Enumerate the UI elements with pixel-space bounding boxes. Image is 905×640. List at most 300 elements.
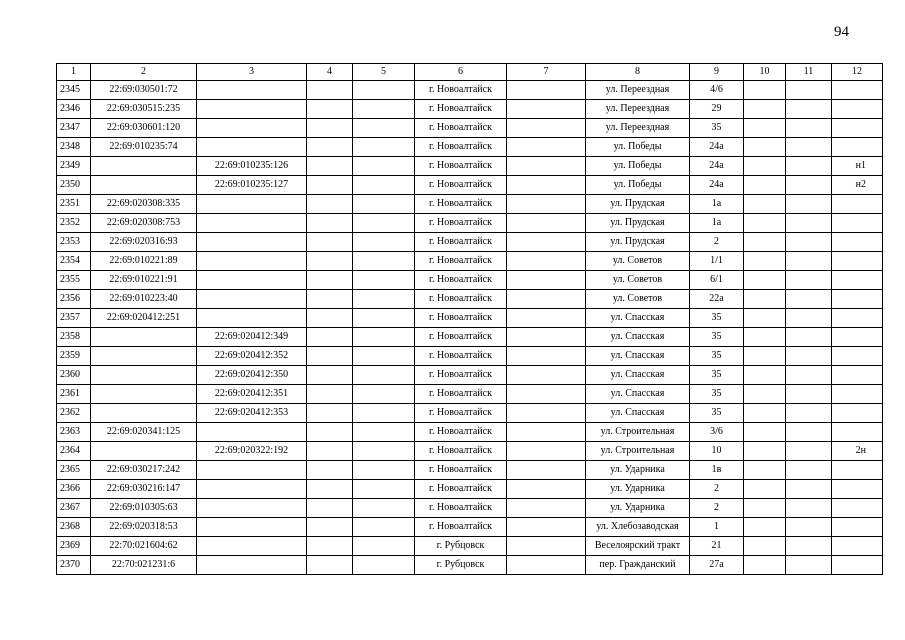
table-cell-col-8: ул. Ударника [586,499,690,518]
table-cell-col-11 [786,518,832,537]
table-cell-col-2: 22:69:020318:53 [91,518,197,537]
table-cell-col-9: 4/6 [690,81,744,100]
table-row [57,423,883,442]
table-cell-col-2 [91,176,197,195]
table-cell-col-8: ул. Хлебозаводская [586,518,690,537]
table-cell-col-10 [744,366,786,385]
table-row [57,461,883,480]
table-cell-col-9: 2 [690,233,744,252]
table-cell-col-12 [832,271,883,290]
table-cell-col-3 [197,499,307,518]
table-cell-col-2 [91,328,197,347]
table-cell-col-4 [307,480,353,499]
table-cell-col-3: 22:69:020412:349 [197,328,307,347]
table-cell-col-8: ул. Победы [586,176,690,195]
table-row [57,138,883,157]
table-cell-col-8: ул. Спасская [586,385,690,404]
table-cell-col-5 [353,119,415,138]
table-cell-col-8: ул. Прудская [586,214,690,233]
table-cell-col-3 [197,214,307,233]
table-cell-col-3 [197,556,307,575]
table-cell-col-12 [832,290,883,309]
table-cell-col-3 [197,271,307,290]
table-cell-col-1: 2361 [57,385,91,404]
table-cell-col-10 [744,442,786,461]
table-cell-col-1: 2366 [57,480,91,499]
table-cell-col-9: 1 [690,518,744,537]
table-cell-col-6: г. Рубцовск [415,556,507,575]
column-header-8: 8 [586,64,690,81]
table-cell-col-9: 6/1 [690,271,744,290]
table-cell-col-8: Веселоярский тракт [586,537,690,556]
table-cell-col-1: 2350 [57,176,91,195]
table-cell-col-7 [507,100,586,119]
table-cell-col-9: 10 [690,442,744,461]
table-cell-col-6: г. Новоалтайск [415,290,507,309]
table-cell-col-10 [744,176,786,195]
table-cell-col-4 [307,290,353,309]
column-header-5: 5 [353,64,415,81]
table-cell-col-10 [744,556,786,575]
table-cell-col-5 [353,138,415,157]
table-cell-col-7 [507,556,586,575]
table-cell-col-8: ул. Советов [586,290,690,309]
table-cell-col-4 [307,385,353,404]
table-cell-col-2 [91,157,197,176]
table-cell-col-5 [353,195,415,214]
table-cell-col-12: 2н [832,442,883,461]
table-cell-col-6: г. Новоалтайск [415,499,507,518]
table-cell-col-11 [786,271,832,290]
table-cell-col-12 [832,461,883,480]
table-cell-col-9: 24а [690,138,744,157]
table-cell-col-4 [307,271,353,290]
table-cell-col-10 [744,423,786,442]
table-cell-col-11 [786,233,832,252]
table-cell-col-5 [353,176,415,195]
table-cell-col-11 [786,195,832,214]
table-row [57,499,883,518]
table-cell-col-11 [786,290,832,309]
table-cell-col-11 [786,157,832,176]
table-cell-col-12 [832,518,883,537]
table-cell-col-7 [507,271,586,290]
table-cell-col-8: ул. Строительная [586,423,690,442]
table-cell-col-7 [507,328,586,347]
table-cell-col-8: ул. Спасская [586,328,690,347]
table-cell-col-10 [744,461,786,480]
table-cell-col-3: 22:69:020412:350 [197,366,307,385]
column-header-9: 9 [690,64,744,81]
table-cell-col-5 [353,366,415,385]
table-cell-col-12 [832,81,883,100]
table-cell-col-9: 2 [690,499,744,518]
table-cell-col-4 [307,537,353,556]
table-cell-col-3 [197,252,307,271]
table-cell-col-4 [307,556,353,575]
table-cell-col-5 [353,309,415,328]
table-cell-col-5 [353,537,415,556]
table-cell-col-9: 1а [690,195,744,214]
table-cell-col-12: н2 [832,176,883,195]
table-row [57,271,883,290]
table-cell-col-3 [197,100,307,119]
table-cell-col-5 [353,157,415,176]
table-cell-col-1: 2363 [57,423,91,442]
table-cell-col-9: 21 [690,537,744,556]
table-cell-col-12 [832,309,883,328]
table-cell-col-12 [832,328,883,347]
table-cell-col-10 [744,499,786,518]
table-cell-col-10 [744,404,786,423]
table-cell-col-2: 22:70:021604:62 [91,537,197,556]
table-cell-col-5 [353,480,415,499]
table-cell-col-1: 2360 [57,366,91,385]
column-header-4: 4 [307,64,353,81]
table-cell-col-10 [744,271,786,290]
column-header-7: 7 [507,64,586,81]
table-cell-col-4 [307,195,353,214]
table-cell-col-3: 22:69:020412:352 [197,347,307,366]
table-cell-col-4 [307,176,353,195]
table-cell-col-1: 2351 [57,195,91,214]
table-row [57,195,883,214]
table-cell-col-4 [307,81,353,100]
table-cell-col-7 [507,461,586,480]
table-row [57,252,883,271]
table-cell-col-5 [353,100,415,119]
table-cell-col-10 [744,347,786,366]
table-cell-col-6: г. Новоалтайск [415,366,507,385]
table-cell-col-1: 2358 [57,328,91,347]
table-row [57,328,883,347]
table-cell-col-11 [786,480,832,499]
table-cell-col-12 [832,214,883,233]
table-cell-col-6: г. Новоалтайск [415,233,507,252]
table-cell-col-2: 22:69:020316:93 [91,233,197,252]
table-cell-col-3 [197,461,307,480]
table-cell-col-4 [307,366,353,385]
table-cell-col-2 [91,347,197,366]
table-cell-col-1: 2362 [57,404,91,423]
column-header-2: 2 [91,64,197,81]
table-row [57,233,883,252]
table-cell-col-3 [197,480,307,499]
table-cell-col-10 [744,138,786,157]
table-cell-col-8: ул. Прудская [586,233,690,252]
table-cell-col-10 [744,328,786,347]
table-cell-col-1: 2354 [57,252,91,271]
table-cell-col-6: г. Новоалтайск [415,461,507,480]
table-cell-col-2: 22:70:021231:6 [91,556,197,575]
table-cell-col-6: г. Новоалтайск [415,138,507,157]
table-cell-col-6: г. Новоалтайск [415,214,507,233]
table-cell-col-5 [353,461,415,480]
column-header-10: 10 [744,64,786,81]
table-cell-col-12 [832,423,883,442]
table-cell-col-9: 1а [690,214,744,233]
table-cell-col-8: ул. Спасская [586,366,690,385]
table-cell-col-10 [744,119,786,138]
table-cell-col-7 [507,290,586,309]
table-cell-col-4 [307,442,353,461]
table-cell-col-11 [786,119,832,138]
table-cell-col-9: 1/1 [690,252,744,271]
table-row [57,119,883,138]
table-cell-col-10 [744,157,786,176]
table-cell-col-2: 22:69:030217:242 [91,461,197,480]
table-cell-col-9: 35 [690,404,744,423]
table-cell-col-6: г. Новоалтайск [415,100,507,119]
table-cell-col-5 [353,328,415,347]
table-cell-col-6: г. Рубцовск [415,537,507,556]
table-cell-col-8: ул. Переездная [586,119,690,138]
table-cell-col-6: г. Новоалтайск [415,309,507,328]
table-cell-col-11 [786,537,832,556]
table-cell-col-12 [832,252,883,271]
table-cell-col-8: ул. Спасская [586,347,690,366]
table-cell-col-7 [507,214,586,233]
table-row [57,556,883,575]
table-cell-col-7 [507,138,586,157]
table-cell-col-9: 2 [690,480,744,499]
table-cell-col-6: г. Новоалтайск [415,442,507,461]
table-cell-col-12 [832,347,883,366]
table-cell-col-8: ул. Победы [586,157,690,176]
table-cell-col-10 [744,518,786,537]
table-cell-col-1: 2367 [57,499,91,518]
table-row [57,309,883,328]
table-cell-col-4 [307,328,353,347]
table-row [57,157,883,176]
table-cell-col-4 [307,404,353,423]
table-row [57,518,883,537]
table-cell-col-2 [91,442,197,461]
table-cell-col-5 [353,556,415,575]
table-cell-col-12 [832,119,883,138]
table-cell-col-12 [832,385,883,404]
table-cell-col-12 [832,537,883,556]
table-row [57,347,883,366]
table-cell-col-2 [91,385,197,404]
table-cell-col-7 [507,404,586,423]
table-cell-col-8: ул. Ударника [586,480,690,499]
table-cell-col-6: г. Новоалтайск [415,385,507,404]
table-cell-col-5 [353,404,415,423]
table-cell-col-2: 22:69:020308:335 [91,195,197,214]
table-cell-col-9: 35 [690,385,744,404]
table-cell-col-3 [197,119,307,138]
table-cell-col-1: 2349 [57,157,91,176]
table-cell-col-9: 3/6 [690,423,744,442]
table-cell-col-6: г. Новоалтайск [415,480,507,499]
table-cell-col-2: 22:69:010221:89 [91,252,197,271]
table-cell-col-8: ул. Ударника [586,461,690,480]
table-cell-col-5 [353,347,415,366]
table-cell-col-11 [786,100,832,119]
table-cell-col-2: 22:69:020308:753 [91,214,197,233]
table-cell-col-5 [353,499,415,518]
table-cell-col-7 [507,81,586,100]
table-row [57,290,883,309]
table-cell-col-1: 2356 [57,290,91,309]
table-cell-col-7 [507,423,586,442]
table-cell-col-8: ул. Строительная [586,442,690,461]
table-cell-col-2: 22:69:010221:91 [91,271,197,290]
table-cell-col-11 [786,81,832,100]
table-cell-col-7 [507,499,586,518]
table-cell-col-9: 24а [690,176,744,195]
table-cell-col-7 [507,518,586,537]
table-cell-col-3 [197,537,307,556]
table-cell-col-11 [786,385,832,404]
table-cell-col-7 [507,119,586,138]
table-cell-col-12 [832,480,883,499]
table-row [57,404,883,423]
table-cell-col-1: 2368 [57,518,91,537]
table-cell-col-3: 22:69:010235:126 [197,157,307,176]
table-cell-col-4 [307,100,353,119]
table-cell-col-3 [197,233,307,252]
table-cell-col-9: 22а [690,290,744,309]
table-cell-col-10 [744,385,786,404]
table-cell-col-9: 29 [690,100,744,119]
table-cell-col-6: г. Новоалтайск [415,328,507,347]
table-cell-col-6: г. Новоалтайск [415,81,507,100]
table-cell-col-5 [353,385,415,404]
table-cell-col-10 [744,537,786,556]
table-cell-col-6: г. Новоалтайск [415,423,507,442]
table-cell-col-4 [307,499,353,518]
table-cell-col-11 [786,499,832,518]
table-cell-col-2 [91,366,197,385]
table-cell-col-9: 35 [690,347,744,366]
table-cell-col-8: ул. Переездная [586,81,690,100]
table-cell-col-11 [786,442,832,461]
table-cell-col-7 [507,195,586,214]
table-cell-col-7 [507,366,586,385]
table-cell-col-11 [786,347,832,366]
table-cell-col-7 [507,176,586,195]
table-cell-col-3 [197,518,307,537]
table-cell-col-5 [353,214,415,233]
table-cell-col-11 [786,461,832,480]
table-cell-col-12 [832,233,883,252]
table-cell-col-2: 22:69:030216:147 [91,480,197,499]
table-cell-col-10 [744,252,786,271]
table-cell-col-1: 2346 [57,100,91,119]
table-cell-col-12: н1 [832,157,883,176]
table-cell-col-3 [197,290,307,309]
table-cell-col-11 [786,328,832,347]
table-cell-col-3 [197,195,307,214]
table-cell-col-7 [507,252,586,271]
table-cell-col-3 [197,309,307,328]
table-cell-col-2 [91,404,197,423]
table-cell-col-4 [307,461,353,480]
table-cell-col-3 [197,423,307,442]
table-cell-col-10 [744,290,786,309]
table-cell-col-1: 2352 [57,214,91,233]
table-cell-col-4 [307,518,353,537]
table-cell-col-5 [353,518,415,537]
table-cell-col-1: 2369 [57,537,91,556]
table-cell-col-3 [197,138,307,157]
table-cell-col-11 [786,309,832,328]
column-header-11: 11 [786,64,832,81]
table-cell-col-7 [507,480,586,499]
table-cell-col-7 [507,347,586,366]
table-cell-col-2: 22:69:020341:125 [91,423,197,442]
table-cell-col-7 [507,233,586,252]
table-cell-col-4 [307,347,353,366]
table-cell-col-5 [353,442,415,461]
column-header-6: 6 [415,64,507,81]
table-cell-col-5 [353,81,415,100]
table-cell-col-4 [307,233,353,252]
table-cell-col-2: 22:69:030515:235 [91,100,197,119]
table-cell-col-1: 2347 [57,119,91,138]
column-header-3: 3 [197,64,307,81]
column-header-12: 12 [832,64,883,81]
table-row [57,385,883,404]
table-cell-col-1: 2370 [57,556,91,575]
table-cell-col-10 [744,81,786,100]
table-cell-col-7 [507,442,586,461]
table-cell-col-9: 35 [690,328,744,347]
table-cell-col-6: г. Новоалтайск [415,119,507,138]
table-cell-col-10 [744,309,786,328]
table-cell-col-10 [744,480,786,499]
table-cell-col-12 [832,138,883,157]
table-row [57,537,883,556]
table-row [57,100,883,119]
table-cell-col-9: 35 [690,366,744,385]
table-cell-col-12 [832,195,883,214]
table-cell-col-3: 22:69:020322:192 [197,442,307,461]
table-cell-col-2: 22:69:010223:40 [91,290,197,309]
table-cell-col-6: г. Новоалтайск [415,404,507,423]
table-cell-col-10 [744,214,786,233]
table-cell-col-11 [786,176,832,195]
table-header [57,64,883,81]
table-cell-col-1: 2359 [57,347,91,366]
table-cell-col-7 [507,537,586,556]
table-cell-col-12 [832,556,883,575]
table-cell-col-5 [353,252,415,271]
table-cell-col-2: 22:69:010305:63 [91,499,197,518]
table-cell-col-9: 35 [690,309,744,328]
table-cell-col-10 [744,100,786,119]
table-cell-col-8: ул. Спасская [586,404,690,423]
table-cell-col-5 [353,271,415,290]
table-cell-col-11 [786,556,832,575]
table-cell-col-2: 22:69:010235:74 [91,138,197,157]
table-cell-col-7 [507,309,586,328]
table-cell-col-8: пер. Гражданский [586,556,690,575]
table-cell-col-3: 22:69:020412:351 [197,385,307,404]
table-cell-col-4 [307,138,353,157]
table-cell-col-4 [307,423,353,442]
table-cell-col-6: г. Новоалтайск [415,176,507,195]
table-cell-col-2: 22:69:030501:72 [91,81,197,100]
table-cell-col-1: 2357 [57,309,91,328]
table-cell-col-11 [786,366,832,385]
table-cell-col-12 [832,404,883,423]
table-row [57,176,883,195]
table-cell-col-11 [786,214,832,233]
table-cell-col-11 [786,404,832,423]
